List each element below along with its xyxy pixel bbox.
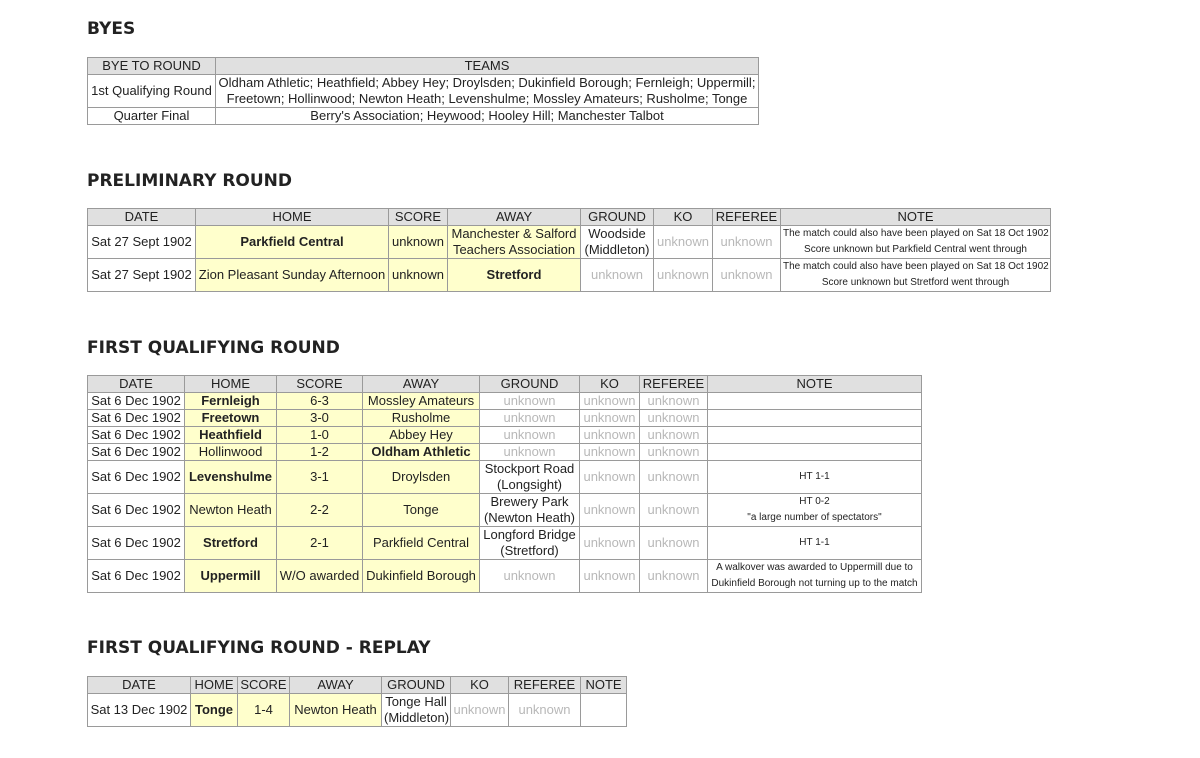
table-header-row bbox=[88, 209, 1051, 226]
match-ko: unknown bbox=[654, 226, 713, 259]
home-team: Zion Pleasant Sunday Afternoon bbox=[196, 259, 389, 292]
match-date: Sat 6 Dec 1902 bbox=[88, 427, 185, 444]
match-ko: unknown bbox=[580, 410, 640, 427]
col-header: GROUND bbox=[581, 209, 654, 226]
away-team: Tonge bbox=[363, 494, 480, 527]
match-ground: unknown bbox=[480, 393, 580, 410]
away-team: Abbey Hey bbox=[363, 427, 480, 444]
away-team: Droylsden bbox=[363, 461, 480, 494]
table-row bbox=[88, 560, 922, 593]
col-header: NOTE bbox=[781, 209, 1051, 226]
col-header: SCORE bbox=[238, 677, 290, 694]
away-team: Newton Heath bbox=[290, 694, 382, 727]
col-header: HOME bbox=[191, 677, 238, 694]
match-score: 1-2 bbox=[277, 444, 363, 461]
away-team-line: Teachers Association bbox=[452, 242, 576, 257]
table-row bbox=[88, 461, 922, 494]
match-referee: unknown bbox=[640, 427, 708, 444]
match-score: 3-0 bbox=[277, 410, 363, 427]
match-note bbox=[708, 427, 922, 444]
away-team: Parkfield Central bbox=[363, 527, 480, 560]
note-line: Dukinfield Borough not turning up to the match bbox=[711, 578, 918, 589]
bye-teams: Berry's Association; Heywood; Hooley Hill; Manchester Talbot bbox=[216, 108, 759, 125]
match-referee: unknown bbox=[640, 444, 708, 461]
match-ground: unknown bbox=[480, 444, 580, 461]
home-team: Freetown bbox=[185, 410, 277, 427]
match-date: Sat 27 Sept 1902 bbox=[88, 259, 196, 292]
replay-table bbox=[87, 676, 627, 727]
col-header: KO bbox=[580, 376, 640, 393]
ground-line: (Longsight) bbox=[496, 477, 563, 492]
col-header: NOTE bbox=[581, 677, 627, 694]
match-referee: unknown bbox=[640, 393, 708, 410]
match-referee: unknown bbox=[509, 694, 581, 727]
match-ko: unknown bbox=[580, 393, 640, 410]
match-note bbox=[708, 393, 922, 410]
col-header: KO bbox=[451, 677, 509, 694]
away-team: Rusholme bbox=[363, 410, 480, 427]
away-team: Dukinfield Borough bbox=[363, 560, 480, 593]
match-ko: unknown bbox=[654, 259, 713, 292]
match-score: 6-3 bbox=[277, 393, 363, 410]
match-date: Sat 13 Dec 1902 bbox=[88, 694, 191, 727]
match-note bbox=[781, 226, 1051, 259]
ground-line: (Newton Heath) bbox=[483, 510, 576, 525]
match-ground bbox=[581, 226, 654, 259]
match-note bbox=[781, 259, 1051, 292]
table-row bbox=[88, 494, 922, 527]
home-team: Tonge bbox=[191, 694, 238, 727]
away-team-line: Manchester & Salford bbox=[451, 226, 577, 241]
col-header: AWAY bbox=[363, 376, 480, 393]
table-row bbox=[88, 694, 627, 727]
match-score: 3-1 bbox=[277, 461, 363, 494]
byes-heading: BYES bbox=[87, 19, 136, 39]
col-header: REFEREE bbox=[713, 209, 781, 226]
match-ko: unknown bbox=[580, 461, 640, 494]
note-line: Score unknown but Parkfield Central went through bbox=[804, 244, 1027, 255]
col-header: KO bbox=[654, 209, 713, 226]
ground-line: Woodside bbox=[588, 226, 646, 241]
note-line: HT 0-2 bbox=[799, 496, 830, 507]
home-team: Parkfield Central bbox=[196, 226, 389, 259]
table-row bbox=[88, 444, 922, 461]
match-date: Sat 6 Dec 1902 bbox=[88, 393, 185, 410]
ground-line: (Middleton) bbox=[384, 710, 450, 725]
match-referee: unknown bbox=[640, 461, 708, 494]
table-row bbox=[88, 259, 1051, 292]
away-team: Stretford bbox=[448, 259, 581, 292]
match-date: Sat 6 Dec 1902 bbox=[88, 494, 185, 527]
match-score: 1-4 bbox=[238, 694, 290, 727]
col-header: AWAY bbox=[290, 677, 382, 694]
match-score: W/O awarded bbox=[277, 560, 363, 593]
home-team: Hollinwood bbox=[185, 444, 277, 461]
match-ground bbox=[480, 527, 580, 560]
match-ground: unknown bbox=[581, 259, 654, 292]
match-date: Sat 6 Dec 1902 bbox=[88, 527, 185, 560]
replay-heading: FIRST QUALIFYING ROUND - REPLAY bbox=[87, 638, 431, 658]
ground-line: (Middleton) bbox=[584, 242, 650, 257]
away-team: Mossley Amateurs bbox=[363, 393, 480, 410]
home-team: Newton Heath bbox=[185, 494, 277, 527]
match-date: Sat 6 Dec 1902 bbox=[88, 410, 185, 427]
note-line: The match could also have been played on Sat 18 Oct 1902 bbox=[783, 261, 1049, 272]
match-date: Sat 27 Sept 1902 bbox=[88, 226, 196, 259]
match-ko: unknown bbox=[580, 427, 640, 444]
table-row bbox=[88, 108, 759, 125]
home-team: Levenshulme bbox=[185, 461, 277, 494]
first-qualifying-heading: FIRST QUALIFYING ROUND bbox=[87, 338, 340, 358]
ground-line: (Stretford) bbox=[500, 543, 559, 558]
bye-round: Quarter Final bbox=[88, 108, 216, 125]
note-line: The match could also have been played on Sat 18 Oct 1902 bbox=[783, 228, 1049, 239]
home-team: Heathfield bbox=[185, 427, 277, 444]
match-ground: unknown bbox=[480, 560, 580, 593]
preliminary-table bbox=[87, 208, 1051, 292]
col-header: DATE bbox=[88, 376, 185, 393]
col-header: DATE bbox=[88, 209, 196, 226]
match-ground: unknown bbox=[480, 427, 580, 444]
col-header: REFEREE bbox=[640, 376, 708, 393]
match-note bbox=[581, 694, 627, 727]
match-note: HT 1-1 bbox=[708, 461, 922, 494]
note-line: "a large number of spectators" bbox=[747, 512, 882, 523]
match-referee: unknown bbox=[640, 410, 708, 427]
match-referee: unknown bbox=[640, 560, 708, 593]
match-date: Sat 6 Dec 1902 bbox=[88, 560, 185, 593]
match-score: 1-0 bbox=[277, 427, 363, 444]
match-ground bbox=[480, 494, 580, 527]
byes-table bbox=[87, 57, 759, 125]
match-ground bbox=[382, 694, 451, 727]
match-score: 2-2 bbox=[277, 494, 363, 527]
preliminary-heading: PRELIMINARY ROUND bbox=[87, 171, 293, 191]
match-referee: unknown bbox=[640, 494, 708, 527]
table-row bbox=[88, 75, 759, 108]
match-ko: unknown bbox=[580, 494, 640, 527]
table-row bbox=[88, 527, 922, 560]
match-note bbox=[708, 444, 922, 461]
match-score: 2-1 bbox=[277, 527, 363, 560]
col-header: HOME bbox=[196, 209, 389, 226]
ground-line: Tonge Hall bbox=[385, 694, 447, 709]
table-header-row bbox=[88, 58, 759, 75]
table-header-row bbox=[88, 677, 627, 694]
first-qualifying-table bbox=[87, 375, 922, 593]
match-ko: unknown bbox=[451, 694, 509, 727]
home-team: Stretford bbox=[185, 527, 277, 560]
col-header: SCORE bbox=[277, 376, 363, 393]
col-header: BYE TO ROUND bbox=[88, 58, 216, 75]
match-date: Sat 6 Dec 1902 bbox=[88, 444, 185, 461]
match-referee: unknown bbox=[640, 527, 708, 560]
col-header: NOTE bbox=[708, 376, 922, 393]
bye-round: 1st Qualifying Round bbox=[88, 75, 216, 108]
col-header: HOME bbox=[185, 376, 277, 393]
match-ko: unknown bbox=[580, 560, 640, 593]
table-header-row bbox=[88, 376, 922, 393]
home-team: Fernleigh bbox=[185, 393, 277, 410]
col-header: DATE bbox=[88, 677, 191, 694]
match-referee: unknown bbox=[713, 259, 781, 292]
match-date: Sat 6 Dec 1902 bbox=[88, 461, 185, 494]
col-header: TEAMS bbox=[216, 58, 759, 75]
col-header: GROUND bbox=[480, 376, 580, 393]
match-note bbox=[708, 560, 922, 593]
table-row bbox=[88, 427, 922, 444]
away-team: Oldham Athletic bbox=[363, 444, 480, 461]
match-ko: unknown bbox=[580, 444, 640, 461]
bye-teams bbox=[216, 75, 759, 108]
match-ko: unknown bbox=[580, 527, 640, 560]
ground-line: Stockport Road bbox=[484, 461, 575, 476]
bye-teams-line: Freetown; Hollinwood; Newton Heath; Levenshulme; Mossley Amateurs; Rusholme; Tonge bbox=[226, 91, 748, 106]
note-line: A walkover was awarded to Uppermill due to bbox=[716, 562, 913, 573]
col-header: GROUND bbox=[382, 677, 451, 694]
match-ground: unknown bbox=[480, 410, 580, 427]
match-note bbox=[708, 494, 922, 527]
table-row bbox=[88, 393, 922, 410]
col-header: AWAY bbox=[448, 209, 581, 226]
note-line: Score unknown but Stretford went through bbox=[821, 277, 1010, 288]
ground-line: Longford Bridge bbox=[483, 527, 576, 542]
table-row bbox=[88, 410, 922, 427]
match-note: HT 1-1 bbox=[708, 527, 922, 560]
match-ground bbox=[480, 461, 580, 494]
home-team: Uppermill bbox=[185, 560, 277, 593]
away-team bbox=[448, 226, 581, 259]
match-score: unknown bbox=[389, 226, 448, 259]
col-header: REFEREE bbox=[509, 677, 581, 694]
match-score: unknown bbox=[389, 259, 448, 292]
match-referee: unknown bbox=[713, 226, 781, 259]
match-note bbox=[708, 410, 922, 427]
col-header: SCORE bbox=[389, 209, 448, 226]
bye-teams-line: Oldham Athletic; Heathfield; Abbey Hey; Droylsden; Dukinfield Borough; Fernleigh; Uppermill; bbox=[218, 75, 756, 90]
table-row bbox=[88, 226, 1051, 259]
ground-line: Brewery Park bbox=[490, 494, 569, 509]
